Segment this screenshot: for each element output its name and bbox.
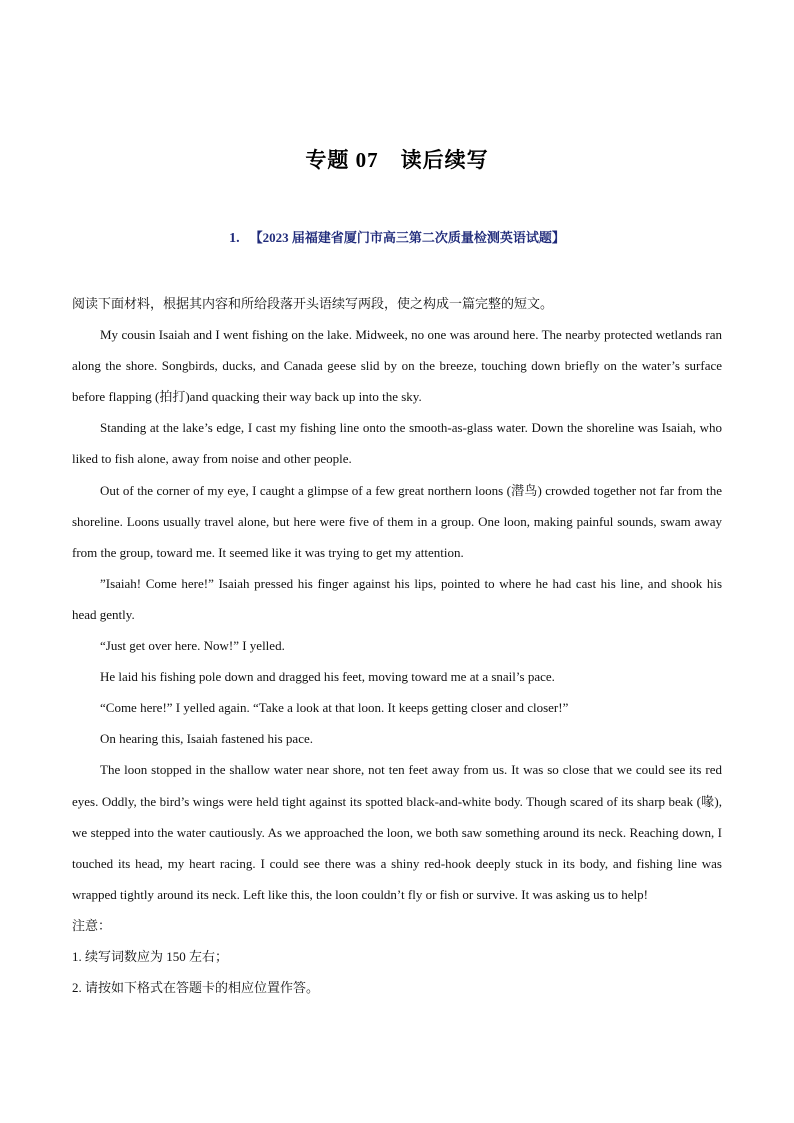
- document-body: [72, 288, 722, 1003]
- passage-paragraph-1: My cousin Isaiah and I went fishing on the lake. Midweek, no one was around here. The nearby protected wetlands ran along the shore. Songbirds, ducks, and Canada geese slid by on the breeze, touching down briefly on the water’s surface before flapping (拍打)and quacking their way back up into the sky.: [72, 327, 722, 405]
- question-number: 1.: [229, 231, 240, 246]
- passage-paragraph-2: Standing at the lake’s edge, I cast my fishing line onto the smooth-as-glass water. Down the shoreline was Isaiah, who liked to fish alone, away from noise and other people.: [72, 420, 722, 467]
- note-item-2: 2. 请按如下格式在答题卡的相应位置作答。: [72, 980, 320, 996]
- passage-paragraph-9: The loon stopped in the shallow water near shore, not ten feet away from us. It was so close that we could see its red eyes. Oddly, the bird’s wings were held tight against its spotted black-and-white body. Though scared of its sharp beak (喙), we stepped into the water cautiously. As we approached the loon, we both saw something around its neck. Reaching down, I touched its head, my heart racing. I could see there was a shiny red-hook deeply stuck in its body, and fishing line was wrapped tightly around its neck. Left like this, the loon couldn’t fly or fish or survive. It was asking us to help!: [72, 762, 722, 902]
- passage-paragraph-3: Out of the corner of my eye, I caught a glimpse of a few great northern loons (潜鸟) crowded together not far from the shoreline. Loons usually travel alone, but here were five of them in a group. One loon, making painful sounds, swam away from the group, toward me. It seemed like it was trying to get my attention.: [72, 482, 722, 560]
- passage-paragraph-4: ”Isaiah! Come here!” Isaiah pressed his finger against his lips, pointed to where he had cast his line, and shook his head gently.: [72, 575, 722, 622]
- question-source: 【2023 届福建省厦门市高三第二次质量检测英语试题】: [249, 230, 565, 245]
- notes-label: 注意：: [72, 917, 112, 933]
- page-title: 专题 07 读后续写: [305, 148, 489, 172]
- note-item-1: 1. 续写词数应为 150 左右；: [72, 948, 229, 964]
- passage-paragraph-5: “Just get over here. Now!” I yelled.: [100, 638, 285, 654]
- passage-paragraph-6: He laid his fishing pole down and dragged his feet, moving toward me at a snail’s pace.: [100, 669, 555, 685]
- passage-paragraph-8: On hearing this, Isaiah fastened his pace.: [100, 731, 313, 747]
- passage-paragraph-7: “Come here!” I yelled again. “Take a look at that loon. It keeps getting closer and closer!”: [100, 700, 569, 716]
- question-heading: [0, 227, 794, 247]
- instruction-text: 阅读下面材料，根据其内容和所给段落开头语续写两段，使之构成一篇完整的短文。: [72, 296, 554, 311]
